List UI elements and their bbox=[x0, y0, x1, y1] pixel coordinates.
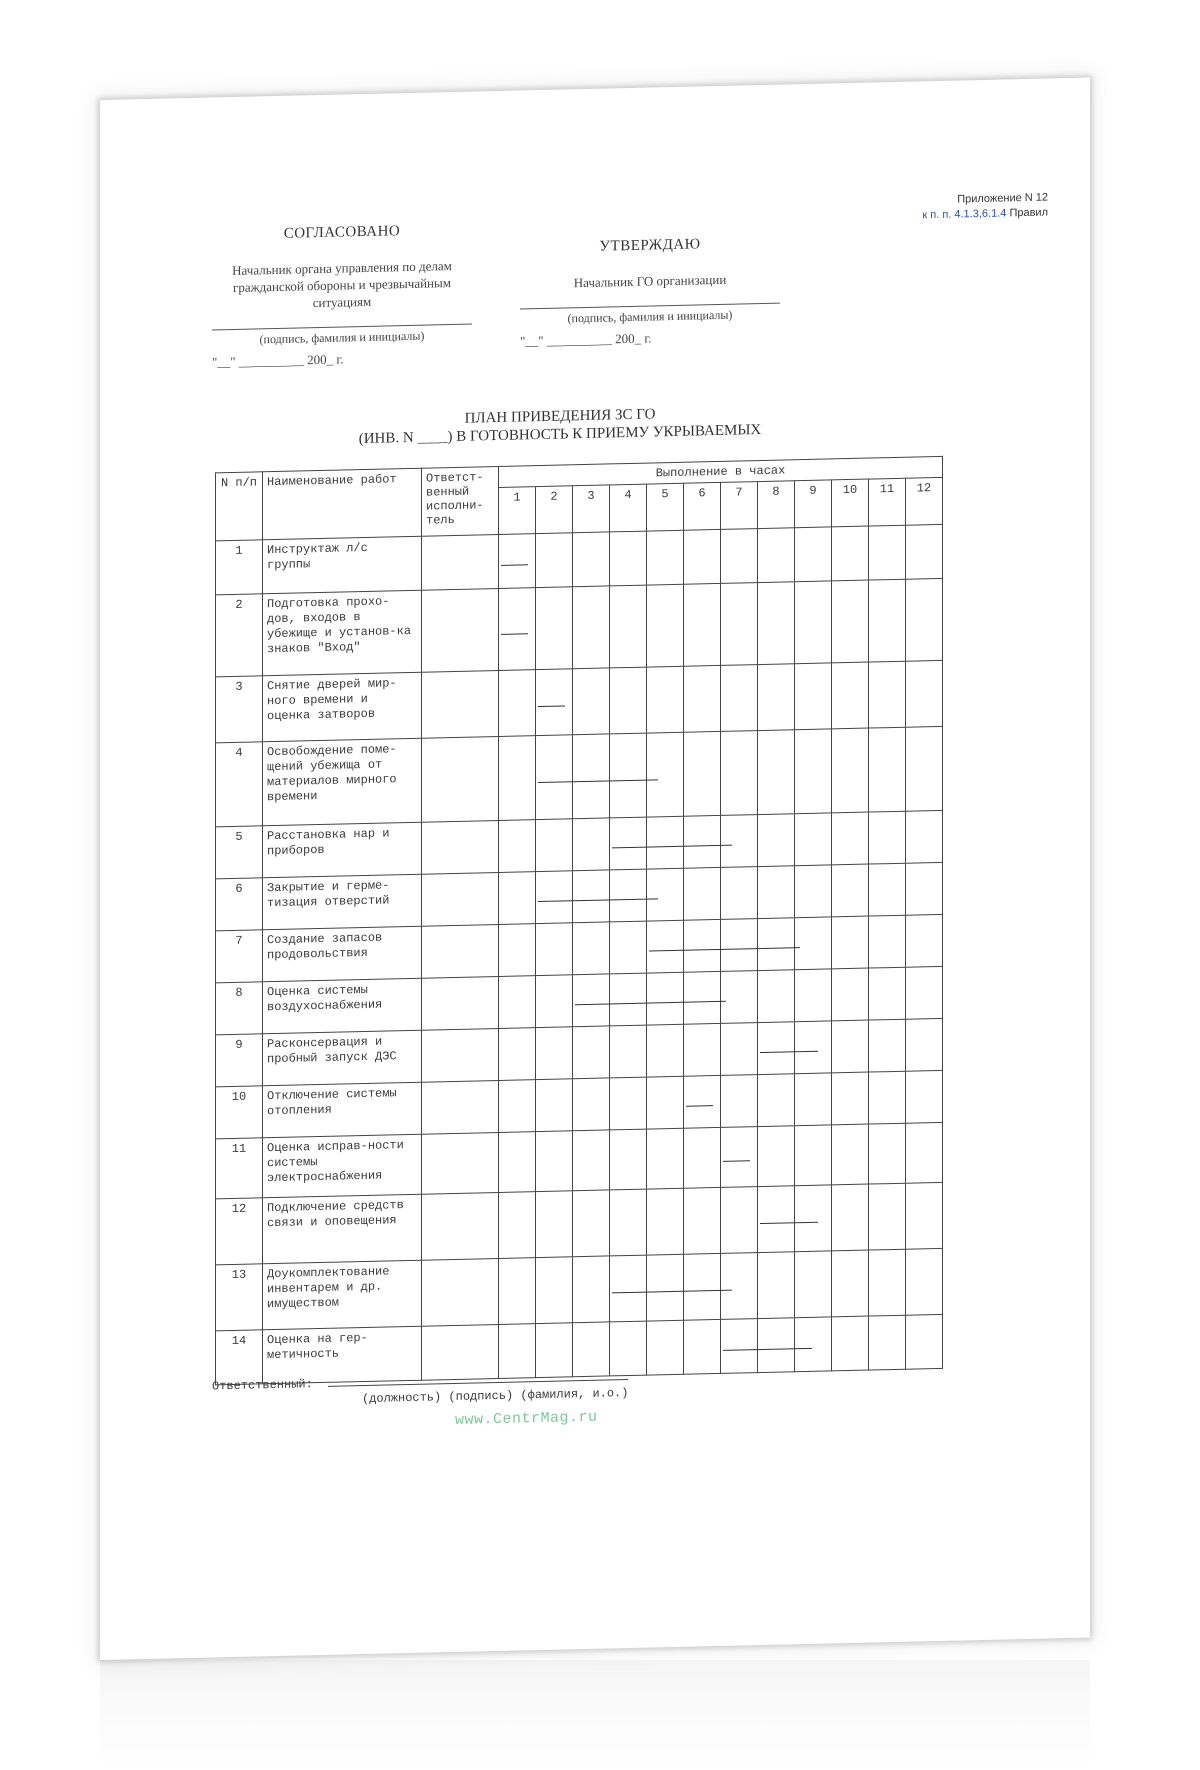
row-responsible-cell[interactable] bbox=[422, 924, 499, 978]
watermark-url[interactable]: www.CentrMag.ru bbox=[455, 1408, 598, 1429]
hour-cell-6 bbox=[684, 971, 721, 1024]
hour-cell-6 bbox=[684, 867, 721, 920]
hour-cell-8 bbox=[758, 866, 795, 919]
row-number: 11 bbox=[216, 1138, 263, 1199]
hour-cell-3 bbox=[573, 734, 610, 819]
hour-cell-4 bbox=[610, 1321, 647, 1376]
hour-cell-10 bbox=[832, 812, 869, 865]
hour-cell-3 bbox=[573, 922, 610, 975]
agree-block bbox=[212, 222, 472, 371]
hour-cell-1 bbox=[499, 1132, 536, 1193]
hour-cell-1 bbox=[499, 1192, 536, 1259]
footer-label: Ответственный: bbox=[212, 1377, 313, 1394]
hour-cell-8 bbox=[758, 528, 795, 583]
hour-cell-3 bbox=[573, 1130, 610, 1191]
hour-cell-9 bbox=[795, 1125, 832, 1186]
hour-cell-5 bbox=[647, 666, 684, 733]
hour-cell-9 bbox=[795, 1185, 832, 1252]
hour-cell-11 bbox=[869, 863, 906, 916]
hour-cell-9 bbox=[795, 865, 832, 918]
hour-cell-11 bbox=[869, 525, 906, 580]
row-task-name: Снятие дверей мир-ного времени и оценка затворов bbox=[263, 672, 422, 742]
hour-cell-11 bbox=[869, 915, 906, 968]
appendix-reference bbox=[922, 205, 1048, 223]
hour-cell-10 bbox=[832, 728, 869, 813]
agree-role: Начальник органа управления по делам гражданской обороны и чрезвычайным ситуациям bbox=[232, 258, 452, 311]
hour-cell-11 bbox=[869, 661, 906, 728]
hour-cell-12 bbox=[906, 660, 943, 727]
hour-cell-6 bbox=[684, 583, 721, 666]
row-task-name: Оценка системы воздухоснабжения bbox=[263, 978, 422, 1034]
hour-cell-4 bbox=[610, 1077, 647, 1130]
hour-cell-4 bbox=[610, 921, 647, 974]
hour-cell-7 bbox=[721, 731, 758, 816]
row-responsible-cell[interactable] bbox=[422, 872, 499, 926]
hour-cell-2 bbox=[536, 669, 573, 736]
hour-cell-8 bbox=[758, 1074, 795, 1127]
row-number: 12 bbox=[216, 1198, 263, 1265]
hour-cell-5 bbox=[647, 1188, 684, 1255]
hour-header-6: 6 bbox=[684, 482, 721, 530]
appendix-note bbox=[922, 190, 1048, 223]
hour-cell-3 bbox=[573, 532, 610, 587]
hour-cell-7 bbox=[721, 1253, 758, 1320]
hour-cell-2 bbox=[536, 819, 573, 872]
schedule-table bbox=[215, 456, 943, 1386]
hour-cell-5 bbox=[647, 530, 684, 585]
hour-header-11: 11 bbox=[869, 478, 906, 526]
row-task-name: Инструктаж л/с группы bbox=[263, 536, 422, 594]
hour-cell-2 bbox=[536, 533, 573, 588]
hour-cell-12 bbox=[906, 1018, 943, 1071]
table-row bbox=[216, 726, 943, 826]
hour-cell-7 bbox=[721, 665, 758, 732]
hour-cell-11 bbox=[869, 1019, 906, 1072]
hour-cell-11 bbox=[869, 579, 906, 662]
hour-cell-4 bbox=[610, 1189, 647, 1256]
hour-cell-8 bbox=[758, 1126, 795, 1187]
hour-cell-12 bbox=[906, 966, 943, 1019]
hour-cell-2 bbox=[536, 587, 573, 670]
hour-cell-6 bbox=[684, 1023, 721, 1076]
hour-cell-7 bbox=[721, 919, 758, 972]
hour-cell-3 bbox=[573, 1256, 610, 1323]
hour-cell-10 bbox=[832, 526, 869, 581]
hour-cell-4 bbox=[610, 1255, 647, 1322]
hour-cell-1 bbox=[499, 976, 536, 1029]
hour-cell-4 bbox=[610, 1129, 647, 1190]
approve-block bbox=[520, 235, 780, 350]
row-responsible-cell[interactable] bbox=[422, 670, 499, 738]
hour-cell-10 bbox=[832, 916, 869, 969]
appendix-ref-link[interactable]: к п. п. 4.1.3,6.1.4 bbox=[922, 207, 1007, 222]
hour-cell-12 bbox=[906, 914, 943, 967]
approve-role: Начальник ГО организации bbox=[573, 271, 727, 291]
header-hours: Выполнение в часах bbox=[499, 456, 943, 487]
hour-cell-4 bbox=[610, 869, 647, 922]
hour-cell-2 bbox=[536, 1027, 573, 1080]
hour-cell-2 bbox=[536, 1191, 573, 1258]
hour-cell-10 bbox=[832, 968, 869, 1021]
hour-cell-8 bbox=[758, 1022, 795, 1075]
row-task-name: Закрытие и герме-тизация отверстий bbox=[263, 874, 422, 930]
hour-cell-5 bbox=[647, 584, 684, 667]
row-responsible-cell[interactable] bbox=[422, 588, 499, 672]
hour-cell-4 bbox=[610, 585, 647, 668]
hour-cell-6 bbox=[684, 1319, 721, 1374]
row-responsible-cell[interactable] bbox=[422, 1080, 499, 1134]
hour-cell-2 bbox=[536, 1131, 573, 1192]
hour-cell-7 bbox=[721, 583, 758, 666]
agree-date: "__" __________ 200_ г. bbox=[212, 351, 344, 370]
gantt-bar bbox=[501, 564, 528, 566]
sheet-reflection bbox=[100, 1660, 1090, 1770]
hour-cell-6 bbox=[684, 731, 721, 816]
approve-sign-caption: (подпись, фамилия и инициалы) bbox=[520, 303, 780, 329]
row-responsible-cell[interactable] bbox=[422, 1192, 499, 1260]
hour-cell-9 bbox=[795, 1251, 832, 1318]
header-resp: Ответст-венный исполни-тель bbox=[422, 466, 499, 536]
hour-cell-5 bbox=[647, 920, 684, 973]
hour-cell-8 bbox=[758, 814, 795, 867]
hour-cell-3 bbox=[573, 1078, 610, 1131]
hour-cell-11 bbox=[869, 1071, 906, 1124]
header-name: Наименование работ bbox=[263, 468, 422, 540]
hour-cell-12 bbox=[906, 524, 943, 579]
hour-cell-6 bbox=[684, 1127, 721, 1188]
hour-cell-5 bbox=[647, 1320, 684, 1375]
hour-cell-5 bbox=[647, 1076, 684, 1129]
row-task-name: Освобождение поме-щений убежища от материалов мирного времени bbox=[263, 738, 422, 826]
hour-cell-2 bbox=[536, 975, 573, 1028]
row-task-name: Подготовка прохо-дов, входов в убежище и установ-ка знаков "Вход" bbox=[263, 590, 422, 676]
row-task-name: Создание запасов продовольствия bbox=[263, 926, 422, 982]
row-responsible-cell[interactable] bbox=[422, 534, 499, 590]
hour-cell-1 bbox=[499, 924, 536, 977]
hour-cell-6 bbox=[684, 919, 721, 972]
hour-cell-9 bbox=[795, 1021, 832, 1074]
hour-cell-2 bbox=[536, 1257, 573, 1324]
row-number: 2 bbox=[216, 594, 263, 677]
hour-cell-4 bbox=[610, 531, 647, 586]
hour-cell-1 bbox=[499, 1080, 536, 1133]
hour-cell-1 bbox=[499, 1028, 536, 1081]
row-number: 4 bbox=[216, 742, 263, 827]
hour-cell-11 bbox=[869, 1123, 906, 1184]
hour-cell-6 bbox=[684, 1253, 721, 1320]
hour-cell-6 bbox=[684, 815, 721, 868]
row-task-name: Расстановка нар и приборов bbox=[263, 822, 422, 878]
hour-cell-4 bbox=[610, 817, 647, 870]
hour-cell-9 bbox=[795, 917, 832, 970]
hour-cell-2 bbox=[536, 1323, 573, 1378]
hour-header-9: 9 bbox=[795, 480, 832, 528]
hour-cell-12 bbox=[906, 1248, 943, 1315]
row-number: 6 bbox=[216, 878, 263, 931]
hour-cell-8 bbox=[758, 1318, 795, 1373]
hour-header-8: 8 bbox=[758, 481, 795, 529]
hour-cell-5 bbox=[647, 1254, 684, 1321]
hour-cell-1 bbox=[499, 534, 536, 589]
hour-header-5: 5 bbox=[647, 483, 684, 531]
approve-date: "__" __________ 200_ г. bbox=[520, 330, 652, 349]
hour-cell-10 bbox=[832, 1250, 869, 1317]
hour-cell-10 bbox=[832, 1020, 869, 1073]
hour-cell-1 bbox=[499, 820, 536, 873]
row-task-name: Доукомплектование инвентарем и др. имуществом bbox=[263, 1260, 422, 1330]
hour-cell-6 bbox=[684, 529, 721, 584]
footer-captions: (должность) (подпись) (фамилия, и.о.) bbox=[362, 1386, 629, 1407]
hour-cell-7 bbox=[721, 1127, 758, 1188]
hour-cell-12 bbox=[906, 1070, 943, 1123]
hour-cell-2 bbox=[536, 735, 573, 820]
hour-cell-7 bbox=[721, 1319, 758, 1374]
gantt-bar bbox=[538, 705, 565, 707]
hour-cell-8 bbox=[758, 1186, 795, 1253]
hour-cell-10 bbox=[832, 662, 869, 729]
hour-cell-9 bbox=[795, 527, 832, 582]
row-number: 9 bbox=[216, 1034, 263, 1087]
hour-cell-11 bbox=[869, 1249, 906, 1316]
hour-cell-8 bbox=[758, 582, 795, 665]
appendix-ref-tail: Правил bbox=[1009, 206, 1048, 220]
row-number: 8 bbox=[216, 982, 263, 1035]
hour-cell-12 bbox=[906, 1182, 943, 1249]
hour-cell-9 bbox=[795, 1073, 832, 1126]
hour-header-4: 4 bbox=[610, 484, 647, 532]
gantt-bar bbox=[686, 1105, 713, 1107]
hour-cell-3 bbox=[573, 1026, 610, 1079]
row-responsible-cell[interactable] bbox=[422, 820, 499, 874]
hour-cell-8 bbox=[758, 970, 795, 1023]
hour-cell-12 bbox=[906, 1122, 943, 1183]
row-task-name: Расконсервация и пробный запуск ДЭС bbox=[263, 1030, 422, 1086]
hour-cell-5 bbox=[647, 1128, 684, 1189]
row-responsible-cell[interactable] bbox=[422, 1028, 499, 1082]
hour-cell-7 bbox=[721, 815, 758, 868]
hour-cell-5 bbox=[647, 816, 684, 869]
hour-cell-9 bbox=[795, 729, 832, 814]
hour-cell-5 bbox=[647, 732, 684, 817]
row-number: 7 bbox=[216, 930, 263, 983]
row-number: 5 bbox=[216, 826, 263, 879]
hour-cell-2 bbox=[536, 871, 573, 924]
hour-cell-8 bbox=[758, 1252, 795, 1319]
footer-sign-line bbox=[328, 1379, 628, 1387]
hour-header-7: 7 bbox=[721, 482, 758, 530]
row-responsible-cell[interactable] bbox=[422, 736, 499, 822]
hour-cell-4 bbox=[610, 1025, 647, 1078]
hour-header-12: 12 bbox=[906, 477, 943, 525]
hour-cell-11 bbox=[869, 1183, 906, 1250]
hour-cell-5 bbox=[647, 972, 684, 1025]
hour-header-3: 3 bbox=[573, 485, 610, 533]
hour-header-10: 10 bbox=[832, 479, 869, 527]
hour-cell-11 bbox=[869, 1315, 906, 1370]
row-number: 3 bbox=[216, 676, 263, 743]
hour-header-1: 1 bbox=[499, 487, 536, 535]
hour-cell-6 bbox=[684, 1075, 721, 1128]
hour-cell-4 bbox=[610, 973, 647, 1026]
hour-cell-1 bbox=[499, 1258, 536, 1325]
plan-title-line1: ПЛАН ПРИВЕДЕНИЯ ЗС ГО bbox=[464, 406, 656, 427]
hour-cell-12 bbox=[906, 726, 943, 811]
hour-cell-10 bbox=[832, 1184, 869, 1251]
hour-header-2: 2 bbox=[536, 486, 573, 534]
hour-cell-12 bbox=[906, 810, 943, 863]
hour-cell-8 bbox=[758, 664, 795, 731]
row-number: 10 bbox=[216, 1086, 263, 1139]
header-num: N п/п bbox=[216, 472, 263, 541]
hour-cell-10 bbox=[832, 864, 869, 917]
hour-cell-9 bbox=[795, 581, 832, 664]
hour-cell-6 bbox=[684, 1187, 721, 1254]
row-task-name: Отключение системы отопления bbox=[263, 1082, 422, 1138]
hour-cell-11 bbox=[869, 967, 906, 1020]
hour-cell-3 bbox=[573, 586, 610, 669]
hour-cell-7 bbox=[721, 971, 758, 1024]
hour-cell-7 bbox=[721, 1023, 758, 1076]
hour-cell-10 bbox=[832, 1072, 869, 1125]
row-task-name: Подключение средств связи и оповещения bbox=[263, 1194, 422, 1264]
appendix-title: Приложение N 12 bbox=[957, 191, 1048, 206]
approve-heading: УТВЕРЖДАЮ bbox=[599, 236, 701, 255]
hour-cell-8 bbox=[758, 730, 795, 815]
hour-cell-1 bbox=[499, 588, 536, 671]
plan-title-line2: (ИНВ. N ____) В ГОТОВНОСТЬ К ПРИЕМУ УКРЫВАЕМЫХ bbox=[358, 421, 762, 448]
hour-cell-3 bbox=[573, 1190, 610, 1257]
hour-cell-12 bbox=[906, 1314, 943, 1369]
hour-cell-9 bbox=[795, 813, 832, 866]
hour-cell-6 bbox=[684, 665, 721, 732]
hour-cell-4 bbox=[610, 733, 647, 818]
hour-cell-12 bbox=[906, 862, 943, 915]
hour-cell-1 bbox=[499, 872, 536, 925]
hour-cell-7 bbox=[721, 1187, 758, 1254]
hour-cell-9 bbox=[795, 663, 832, 730]
hour-cell-1 bbox=[499, 736, 536, 821]
document-sheet bbox=[100, 78, 1090, 1660]
row-number: 13 bbox=[216, 1264, 263, 1331]
hour-cell-2 bbox=[536, 923, 573, 976]
hour-cell-10 bbox=[832, 580, 869, 663]
plan-title bbox=[280, 401, 840, 450]
row-number: 1 bbox=[216, 540, 263, 595]
row-responsible-cell[interactable] bbox=[422, 976, 499, 1030]
hour-cell-11 bbox=[869, 811, 906, 864]
agree-heading: СОГЛАСОВАНО bbox=[283, 223, 401, 242]
hour-cell-3 bbox=[573, 1322, 610, 1377]
hour-cell-11 bbox=[869, 727, 906, 812]
hour-cell-3 bbox=[573, 668, 610, 735]
hour-cell-7 bbox=[721, 867, 758, 920]
hour-cell-10 bbox=[832, 1316, 869, 1371]
row-responsible-cell[interactable] bbox=[422, 1324, 499, 1380]
hour-cell-3 bbox=[573, 818, 610, 871]
hour-cell-2 bbox=[536, 1079, 573, 1132]
hour-cell-1 bbox=[499, 1324, 536, 1379]
hour-cell-9 bbox=[795, 1317, 832, 1372]
gantt-bar bbox=[723, 1160, 750, 1162]
agree-sign-caption: (подпись, фамилия и инициалы) bbox=[212, 324, 472, 350]
hour-cell-8 bbox=[758, 918, 795, 971]
hour-cell-5 bbox=[647, 868, 684, 921]
hour-cell-3 bbox=[573, 974, 610, 1027]
gantt-bar bbox=[501, 633, 528, 635]
hour-cell-7 bbox=[721, 529, 758, 584]
hour-cell-12 bbox=[906, 578, 943, 661]
hour-cell-1 bbox=[499, 670, 536, 737]
hour-cell-7 bbox=[721, 1075, 758, 1128]
hour-cell-3 bbox=[573, 870, 610, 923]
row-number: 14 bbox=[216, 1330, 263, 1385]
row-responsible-cell[interactable] bbox=[422, 1258, 499, 1326]
hour-cell-5 bbox=[647, 1024, 684, 1077]
hour-cell-10 bbox=[832, 1124, 869, 1185]
row-responsible-cell[interactable] bbox=[422, 1132, 499, 1194]
hour-cell-9 bbox=[795, 969, 832, 1022]
row-task-name: Оценка на гер-метичность bbox=[263, 1326, 422, 1384]
row-task-name: Оценка исправ-ности системы электроснабжения bbox=[263, 1134, 422, 1198]
hour-cell-4 bbox=[610, 667, 647, 734]
